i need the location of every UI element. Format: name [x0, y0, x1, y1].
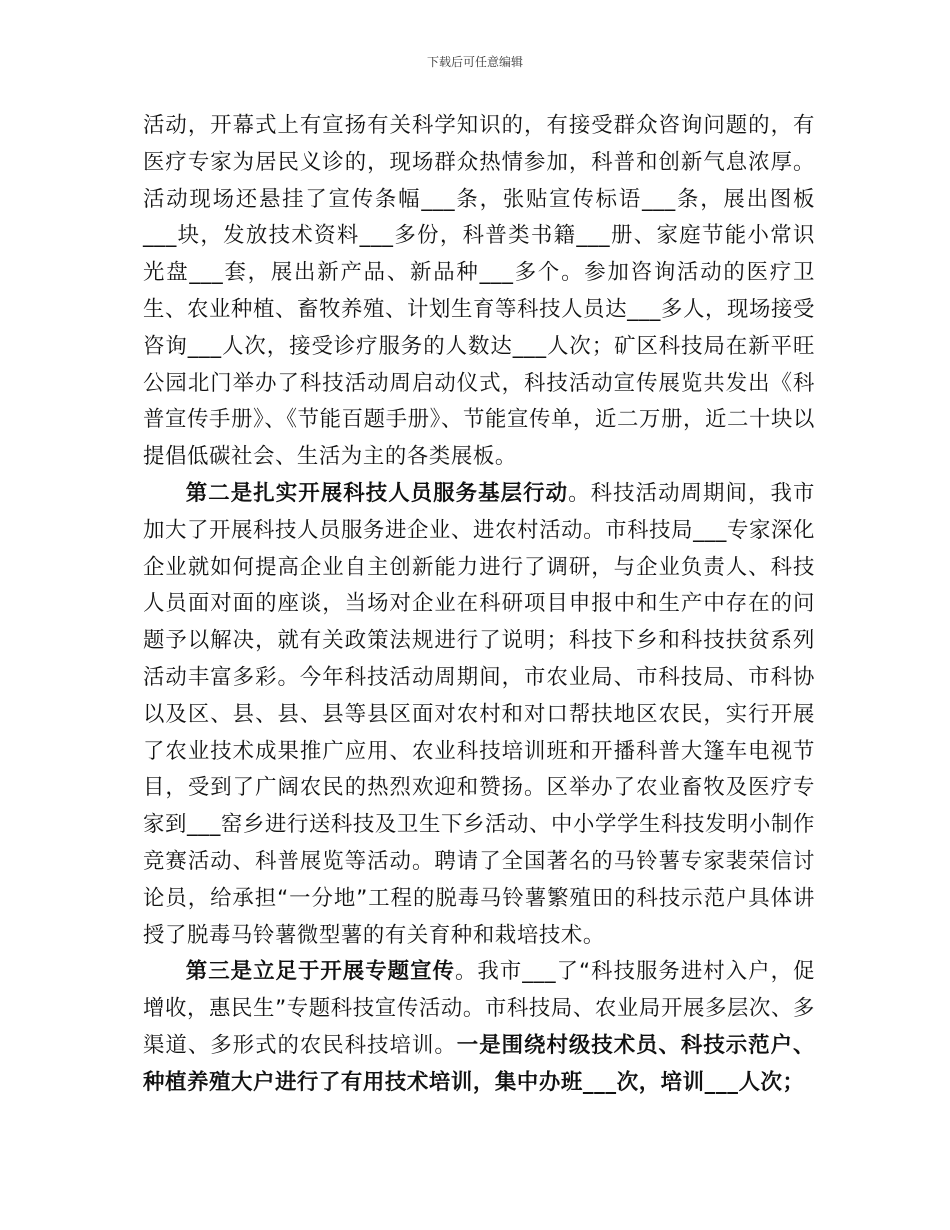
document-body	[143, 108, 815, 1102]
paragraph-2	[143, 476, 815, 954]
paragraph-2-heading: 第二是扎实开展科技人员服务基层行动	[185, 480, 569, 506]
paragraph-2-text: 。科技活动周期间，我市加大了开展科技人员服务进企业、进农村活动。市科技局___专家深化企业就如何提高企业自主创新能力进行了调研，与企业负责人、科技人员面对面的座谈，当场对企业在科研项目申报中和生产中存在的问题予以解决，就有关政策法规进行了说明；科技下乡和科技扶贫系列活动丰富多彩。今年科技活动周期间，市农业局、市科技局、市科协以及区、县、县、县等县区面对农村和对口帮扶地区农民，实行开展了农业技术成果推广应用、农业科技培训班和开播科普大篷车电视节目，受到了广阔农民的热烈欢迎和赞扬。区举办了农业畜牧及医疗专家到___窑乡进行送科技及卫生下乡活动、中小学学生科技发明小制作竞赛活动、科普展览等活动。聘请了全国著名的马铃薯专家裴荣信讨论员，给承担“一分地”工程的脱毒马铃薯繁殖田的科技示范户具体讲授了脱毒马铃薯微型薯的有关育种和栽培技术。	[143, 480, 815, 948]
paragraph-1-text: 活动，开幕式上有宣扬有关科学知识的，有接受群众咨询问题的，有医疗专家为居民义诊的，现场群众热情参加，科普和创新气息浓厚。活动现场还悬挂了宣传条幅___条，张贴宣传标语___条，展出图板___块，发放技术资料___多份，科普类书籍___册、家庭节能小常识光盘___套，展出新产品、新品种___多个。参加咨询活动的医疗卫生、农业种植、畜牧养殖、计划生育等科技人员达___多人，现场接受咨询___人次，接受诊疗服务的人数达___人次；矿区科技局在新平旺公园北门举办了科技活动周启动仪式，科技活动宣传展览共发出《科普宣传手册》、《节能百题手册》、节能宣传单，近二万册，近二十块以提倡低碳社会、生活为主的各类展板。	[143, 113, 815, 470]
paragraph-1	[143, 108, 815, 476]
paragraph-3-text: 。我市___了“科技服务进村入户，促增收，惠民生”专题科技宣传活动。市科技局、农业局开展多层次、多渠道、多形式的农民科技培训。	[143, 959, 816, 1058]
paragraph-3	[143, 954, 815, 1101]
paragraph-3-heading: 第三是立足于开展专题宣传	[185, 959, 455, 985]
page-header: 下载后可任意编辑	[426, 55, 523, 69]
paragraph-3-bold-text: 一是围绕村级技术员、科技示范户、种植养殖大户进行了有用技术培训，集中办班___次，培训___人次；	[143, 1032, 815, 1095]
